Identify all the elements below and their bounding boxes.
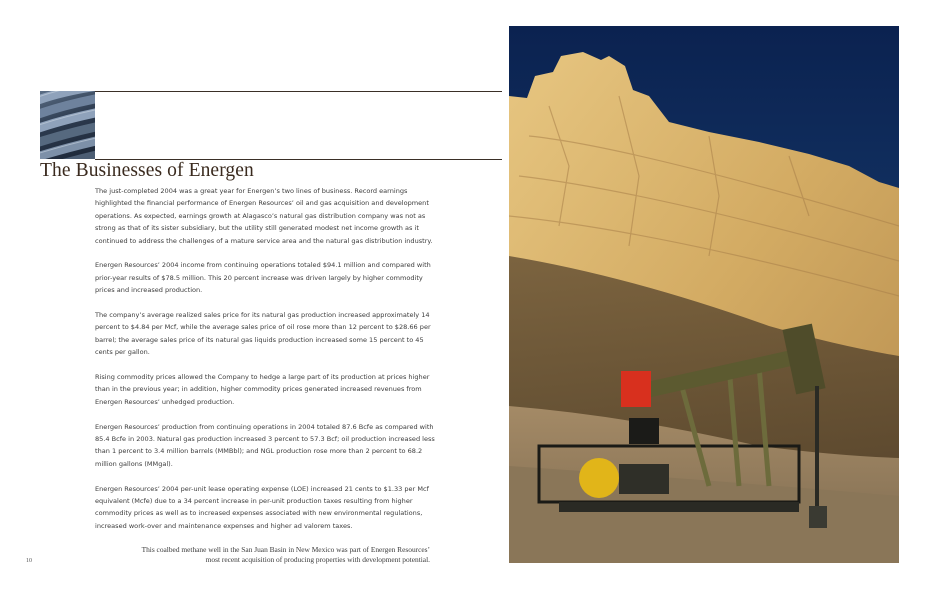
caption-line-1: This coalbed methane well in the San Juan Basin in New Mexico was part of Energen Resources’ [141,545,430,554]
paragraph-6: Energen Resources’ 2004 per-unit lease operating expense (LOE) increased 21 cents to $1.33 per Mcf equivalent (Mcfe) due to a 34 percent increase in per-unit production taxes resulting from higher commodity prices as well as to increased expenses associated with new environmental regulations, increased work-over and maintenance expenses and higher ad valorem taxes. [95,484,429,530]
pipes-thumbnail [40,91,95,159]
paragraph-3: The company’s average realized sales price for its natural gas production increased approximately 14 percent to $4.84 per Mcf, while the average sales price of oil rose more than 12 percent to $28.66 per barrel; the average sales price of its natural gas liquids production increased some 15 percent to 45 cents per gallon. [95,311,431,357]
pump-jack-photo [509,26,899,563]
paragraph-1: The just-completed 2004 was a great year for Energen’s two lines of business. Record earnings highlighted the financial performance of Energen Resources’ oil and gas acquisition and development operations. As expected, earnings growth at Alagasco’s natural gas distribution company was not as strong as that of its sister subsidiary, but the utility still generated modest net income growth as it continued to address the challenges of a mature service area and the natural gas distribution industry. [95,187,433,245]
body-text [95,185,435,545]
header-rule-top [95,91,502,92]
page-title: The Businesses of Energen [40,160,254,181]
caption-line-2: most recent acquisition of producing properties with development potential. [205,554,430,564]
photo-caption [140,545,430,564]
paragraph-4: Rising commodity prices allowed the Company to hedge a large part of its production at prices higher than in the previous year; in addition, higher commodity prices generated increased revenues from Energen Resources’ unhedged production. [95,373,430,406]
page-number: 10 [26,558,32,564]
paragraph-2: Energen Resources’ 2004 income from continuing operations totaled $94.1 million and compared with prior-year results of $78.5 million. This 20 percent increase was driven largely by higher commodity prices and increased production. [95,261,431,295]
paragraph-5: Energen Resources’ production from continuing operations in 2004 totaled 87.6 Bcfe as compared with 85.4 Bcfe in 2003. Natural gas production increased 3 percent to 57.3 Bcf; oil production increased less than 1 percent to 3.4 million barrels (MMBbl); and NGL production rose more than 2 percent to 68.2 million gallons (MMgal). [95,422,435,468]
